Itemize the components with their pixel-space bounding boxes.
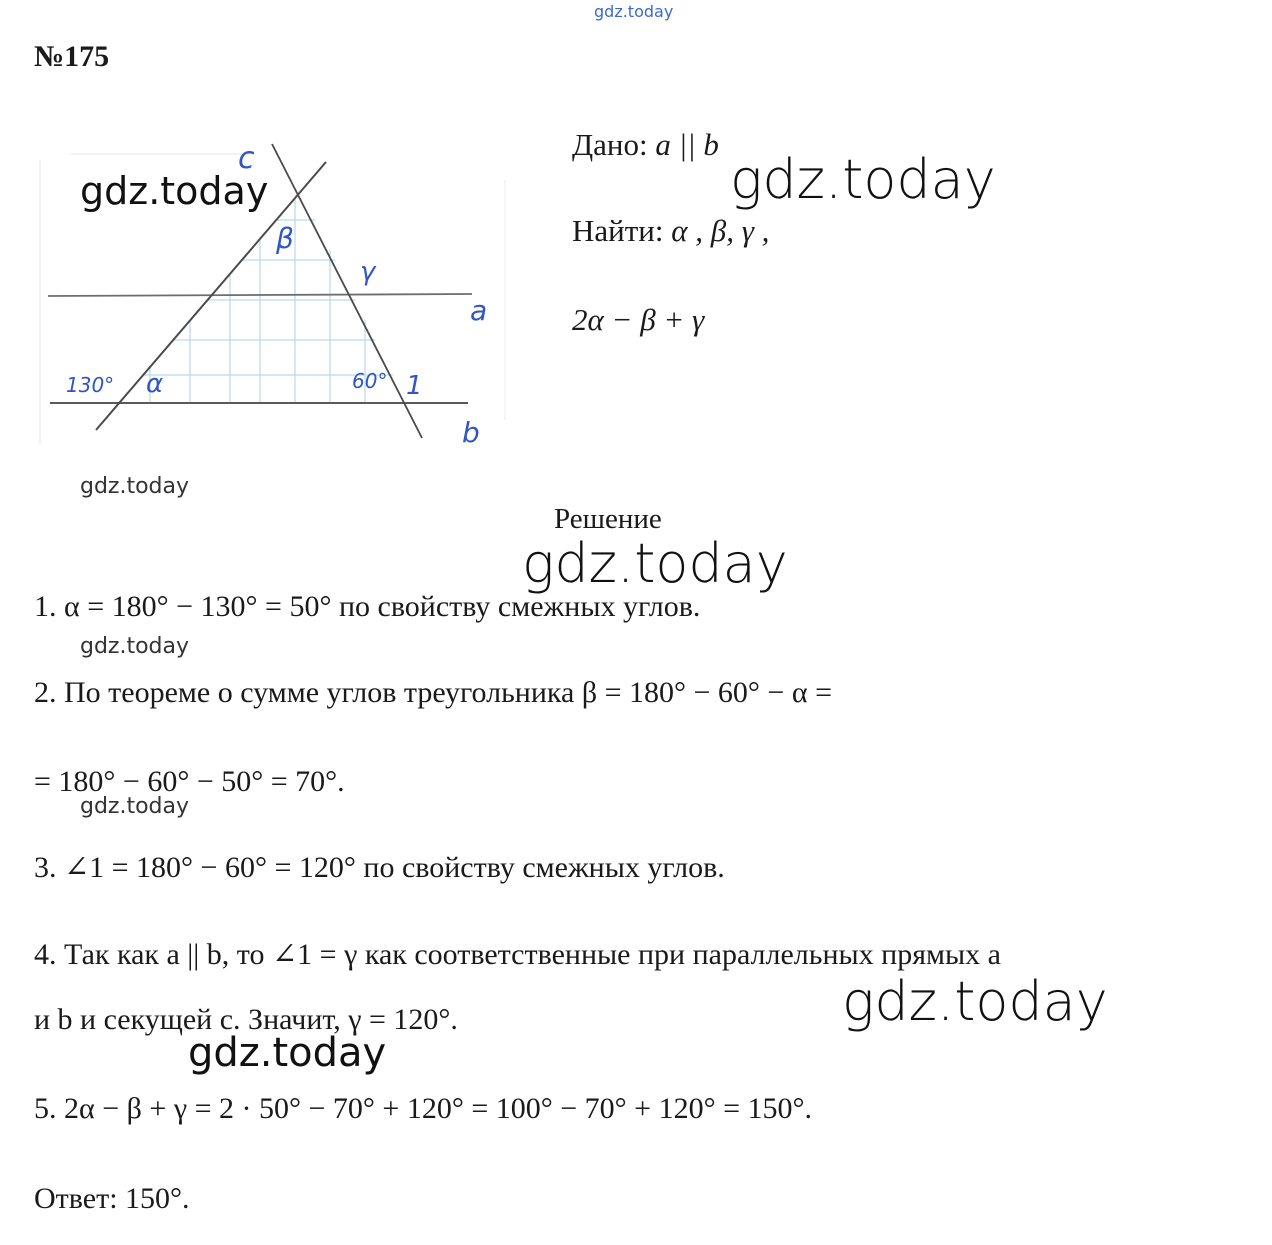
given-line bbox=[572, 127, 719, 163]
step-4b: и b и секущей c. Значит, γ = 120°. bbox=[34, 1003, 458, 1036]
label-c: c bbox=[238, 141, 255, 176]
watermark-given: gdz.today bbox=[730, 148, 996, 211]
step-2a: 2. По теореме о сумме углов треугольника β = 180° − 60° − α = bbox=[34, 676, 832, 709]
watermark-figure-below: gdz.today bbox=[80, 474, 190, 499]
watermark-figure: gdz.today bbox=[80, 169, 269, 213]
label-gamma: γ bbox=[360, 257, 376, 287]
find-label: Найти: bbox=[572, 213, 664, 248]
step-3: 3. ∠1 = 180° − 60° = 120° по свойству смежных углов. bbox=[34, 851, 725, 884]
label-beta: β bbox=[276, 222, 294, 255]
given-condition: a || b bbox=[655, 127, 719, 162]
find-expression: 2α − β + γ bbox=[572, 302, 705, 337]
step-4a: 4. Так как a || b, то ∠1 = γ как соответственные при параллельных прямых a bbox=[34, 938, 1001, 971]
step-1: 1. α = 180° − 130° = 50° по свойству смежных углов. bbox=[34, 590, 701, 623]
step-2b: = 180° − 60° − 50° = 70°. bbox=[34, 765, 345, 798]
watermark-step2: gdz.today bbox=[80, 794, 190, 819]
label-60: 60° bbox=[352, 369, 388, 393]
find-line bbox=[572, 213, 769, 249]
step-5: 5. 2α − β + γ = 2 · 50° − 70° + 120° = 100° − 70° + 120° = 150°. bbox=[34, 1092, 812, 1125]
geometry-figure bbox=[30, 120, 510, 460]
solution-heading: Решение bbox=[554, 503, 662, 535]
line-a bbox=[48, 294, 472, 296]
watermark-heading: gdz.today bbox=[522, 532, 788, 595]
watermark-step1: gdz.today bbox=[80, 634, 190, 659]
find-values: α , β, γ , bbox=[671, 213, 770, 248]
problem-number: №175 bbox=[34, 40, 110, 73]
label-b: b bbox=[462, 416, 480, 449]
watermark-top: gdz.today bbox=[594, 2, 674, 21]
given-label: Дано: bbox=[572, 127, 648, 162]
label-one: 1 bbox=[406, 371, 423, 401]
watermark-step4: gdz.today bbox=[842, 970, 1108, 1033]
watermark-step4-small: gdz.today bbox=[188, 1030, 387, 1076]
label-a: a bbox=[470, 294, 488, 327]
label-130: 130° bbox=[66, 373, 115, 397]
answer: Ответ: 150°. bbox=[34, 1182, 190, 1215]
label-alpha: α bbox=[146, 369, 164, 399]
grid-fill bbox=[90, 180, 450, 420]
